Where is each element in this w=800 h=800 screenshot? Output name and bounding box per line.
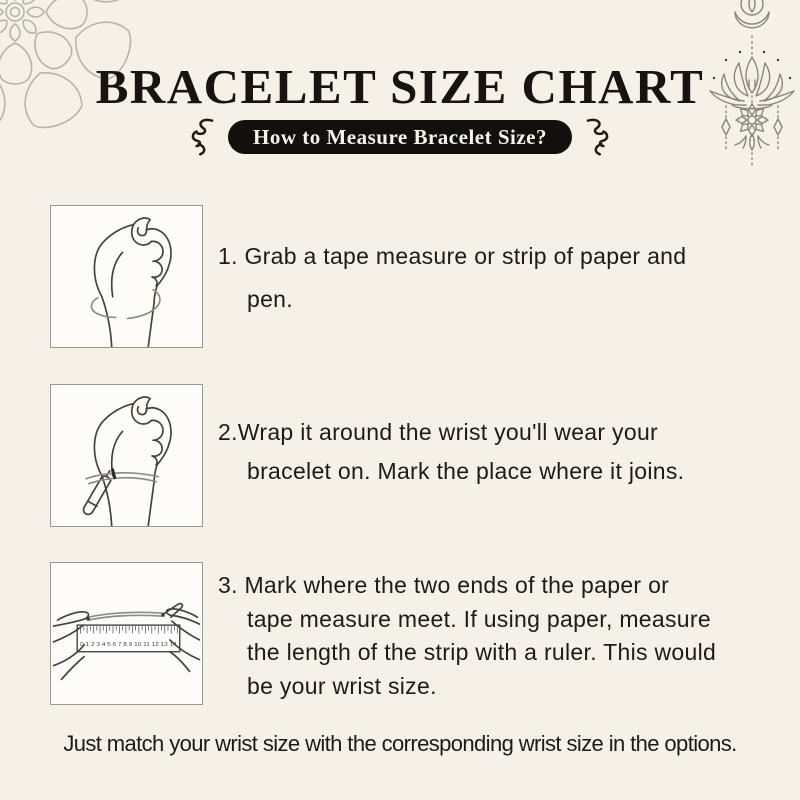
hand-tape-measure-icon xyxy=(51,206,202,347)
footer-note: Just match your wrist size with the corresponding wrist size in the options. xyxy=(63,731,737,756)
step-line: bracelet on. Mark the place where it joins. xyxy=(247,458,685,484)
step-line: 3. Mark where the two ends of the paper or xyxy=(218,572,670,598)
step-3-text xyxy=(218,562,780,703)
hand-marker-pen-icon xyxy=(51,385,202,526)
step-1 xyxy=(50,205,770,350)
step-line: 1. Grab a tape measure or strip of paper and xyxy=(218,243,687,269)
step-2-illustration-box xyxy=(50,384,203,527)
step-line: the length of the strip with a ruler. This would xyxy=(247,639,717,665)
flourish-left-icon xyxy=(189,117,217,157)
step-3 xyxy=(50,562,770,707)
flourish-right-icon xyxy=(583,117,611,157)
step-2 xyxy=(50,384,770,529)
step-1-illustration-box xyxy=(50,205,203,348)
ruler-measuring-icon xyxy=(51,563,202,704)
step-line: tape measure meet. If using paper, measure xyxy=(247,605,711,632)
badge-row xyxy=(0,119,800,155)
page-title: BRACELET SIZE CHART xyxy=(95,59,705,114)
step-line: pen. xyxy=(247,286,293,312)
subtitle-badge: How to Measure Bracelet Size? xyxy=(228,120,572,154)
step-line: 2.Wrap it around the wrist you'll wear your xyxy=(218,419,658,445)
ruler-numbers: 0 1 2 3 4 5 6 7 8 9 10 11 12 13 14 xyxy=(80,641,177,648)
step-3-illustration-box xyxy=(50,562,203,705)
step-1-text xyxy=(218,205,780,321)
step-2-text xyxy=(218,384,780,491)
step-line: be your wrist size. xyxy=(247,672,437,699)
